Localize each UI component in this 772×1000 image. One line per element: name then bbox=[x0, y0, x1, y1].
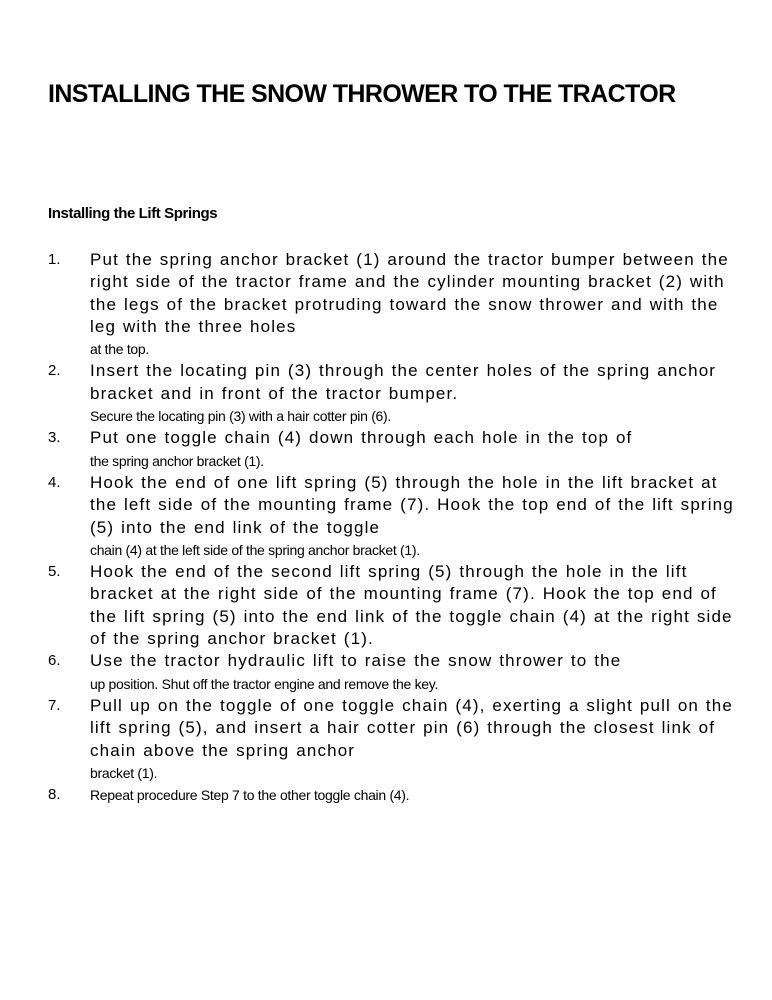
step-number: 2. bbox=[48, 362, 61, 380]
step-text bbox=[90, 695, 740, 784]
section-heading: Installing the Lift Springs bbox=[48, 205, 218, 222]
step-text-main: Hook the end of the second lift spring (5) through the hole in the lift bracket at the right side of the mounting frame (7). Hook the top end of the lift spring (5) into the end link of the toggle chain (4) at the right side of the spring anchor bracket (1). bbox=[90, 562, 733, 649]
step-text bbox=[90, 784, 740, 806]
step-text-main: Pull up on the toggle of one toggle chain (4), exerting a slight pull on the lift spring (5), and insert a hair cotter pin (6) through the closest link of chain above the spring anchor bbox=[90, 695, 733, 760]
step-7 bbox=[48, 695, 740, 784]
step-number: 8. bbox=[48, 786, 61, 804]
step-number: 6. bbox=[48, 652, 61, 670]
step-text-main: Put the spring anchor bracket (1) around the tractor bumper between the right side of the tractor frame and the cylinder mounting bracket (2) with the legs of the bracket protruding toward the snow thrower and with the leg with the three holes bbox=[90, 250, 729, 336]
steps-list bbox=[48, 249, 740, 806]
step-5 bbox=[48, 561, 740, 650]
step-text-tail: at the top. bbox=[90, 341, 149, 358]
step-text-main: Insert the locating pin (3) through the center holes of the spring anchor bracket and in front of the tractor bumper. bbox=[90, 361, 717, 403]
step-text-tail: chain (4) at the left side of the spring anchor bracket (1). bbox=[90, 541, 420, 558]
step-8 bbox=[48, 784, 740, 806]
step-1 bbox=[48, 249, 740, 360]
step-text-tail: up position. Shut off the tractor engine and remove the key. bbox=[90, 675, 439, 692]
step-text bbox=[90, 472, 740, 561]
step-text bbox=[90, 249, 740, 360]
step-text bbox=[90, 561, 740, 650]
step-2 bbox=[48, 360, 740, 427]
step-3 bbox=[48, 427, 740, 472]
step-text bbox=[90, 360, 740, 427]
step-text bbox=[90, 427, 740, 472]
step-text-tail: Repeat procedure Step 7 to the other toggle chain (4). bbox=[90, 787, 410, 804]
step-number: 7. bbox=[48, 696, 61, 714]
step-text-main: Put one toggle chain (4) down through each hole in the top of bbox=[90, 428, 633, 448]
step-text-main: Use the tractor hydraulic lift to raise the snow thrower to the bbox=[90, 651, 622, 671]
step-text-tail: bracket (1). bbox=[90, 764, 158, 781]
page-title: INSTALLING THE SNOW THROWER TO THE TRACTOR bbox=[48, 80, 676, 108]
step-text bbox=[90, 650, 740, 695]
step-6 bbox=[48, 650, 740, 695]
step-4 bbox=[48, 472, 740, 561]
step-number: 3. bbox=[48, 429, 61, 447]
step-text-main: Hook the end of one lift spring (5) through the hole in the lift bracket at the left side of the mounting frame (7). Hook the top end of the lift spring (5) into the end link of the toggle bbox=[90, 472, 734, 537]
step-text-tail: the spring anchor bracket (1). bbox=[90, 452, 264, 469]
step-number: 4. bbox=[48, 473, 61, 491]
step-number: 1. bbox=[48, 251, 61, 268]
step-text-tail: Secure the locating pin (3) with a hair cotter pin (6). bbox=[90, 408, 391, 425]
step-number: 5. bbox=[48, 563, 61, 581]
